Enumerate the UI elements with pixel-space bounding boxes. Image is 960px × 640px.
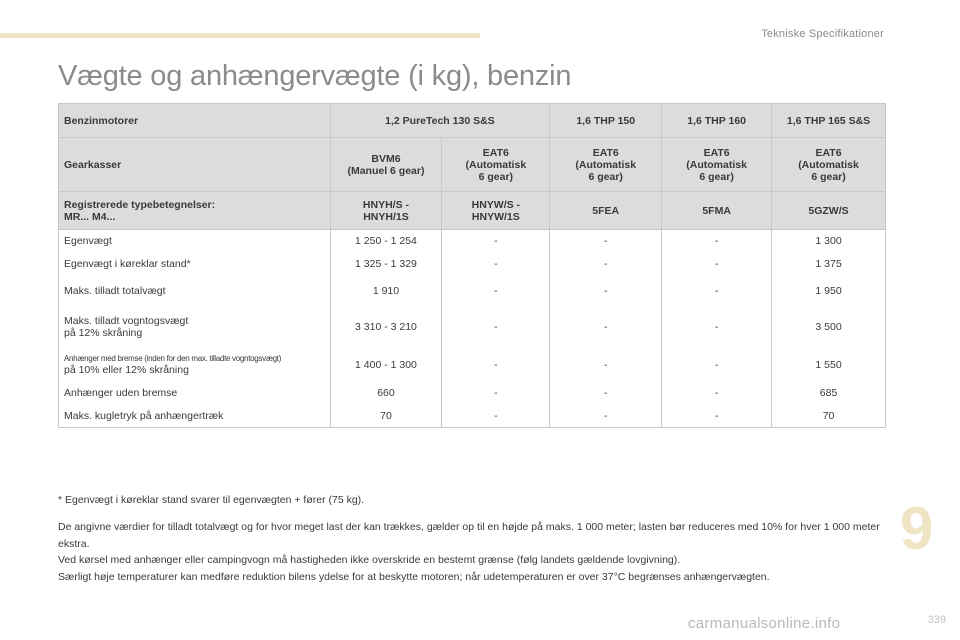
table-cell: -: [662, 382, 772, 405]
table-cell: 1 910: [330, 276, 442, 306]
notes-block: [58, 519, 888, 585]
table-header-cell: 1,6 THP 160: [662, 104, 772, 138]
row-label-braked-trailer: [59, 348, 331, 382]
row-label: Anhænger uden bremse: [59, 382, 331, 405]
table-header-cell: 5FMA: [662, 192, 772, 230]
table-header-cell: Benzinmotorer: [59, 104, 331, 138]
table-cell: -: [662, 253, 772, 276]
table-cell: -: [550, 253, 662, 276]
table-cell: -: [442, 382, 550, 405]
table-cell: 660: [330, 382, 442, 405]
table-header-row-engines: [59, 104, 886, 138]
table-row: [59, 348, 886, 382]
table-cell: 1 400 - 1 300: [330, 348, 442, 382]
table-header-cell: Registrerede typebetegnelser: MR... M4...: [59, 192, 331, 230]
row-label: Maks. kugletryk på anhængertræk: [59, 405, 331, 428]
table-cell: -: [550, 382, 662, 405]
note-paragraph: Ved kørsel med anhænger eller campingvogn må hastigheden ikke overskride en bestemt grænse (følg landets gældende lovgivning).: [58, 554, 681, 566]
section-title: Tekniske Specifikationer: [761, 28, 884, 40]
table-cell: -: [662, 230, 772, 253]
table-header-cell: HNYH/S - HNYH/1S: [330, 192, 442, 230]
row-label: Egenvægt i køreklar stand*: [59, 253, 331, 276]
table-cell: 3 500: [772, 306, 886, 348]
table-cell: -: [550, 348, 662, 382]
table-cell: -: [442, 253, 550, 276]
table-cell: 1 250 - 1 254: [330, 230, 442, 253]
table-header-row-gearboxes: [59, 138, 886, 192]
row-label: Maks. tilladt totalvægt: [59, 276, 331, 306]
table-cell: 70: [330, 405, 442, 428]
table-header-cell: 1,6 THP 150: [550, 104, 662, 138]
page-title: Vægte og anhængervægte (i kg), benzin: [58, 60, 572, 92]
table-header-cell: 1,6 THP 165 S&S: [772, 104, 886, 138]
table-cell: 685: [772, 382, 886, 405]
table-cell: 1 325 - 1 329: [330, 253, 442, 276]
table-row: [59, 382, 886, 405]
note-paragraph: De angivne værdier for tilladt totalvægt og for hvor meget last der kan trækkes, gælder op til en højde på maks. 1 000 meter; lasten bør reduceres med 10% for hver 1 000 meter ekstra.: [58, 521, 880, 550]
row-label-small: Anhænger med bremse (inden for den max. tilladte vogntogsvægt): [64, 353, 282, 363]
table-cell: -: [442, 276, 550, 306]
table-header-cell: BVM6 (Manuel 6 gear): [330, 138, 442, 192]
table-row: [59, 306, 886, 348]
table-header-cell: EAT6 (Automatisk 6 gear): [550, 138, 662, 192]
table-cell: 1 375: [772, 253, 886, 276]
table-cell: -: [662, 405, 772, 428]
table-header-cell: 5GZW/S: [772, 192, 886, 230]
row-label: Maks. tilladt vogntogsvægt på 12% skråning: [59, 306, 331, 348]
table-row: [59, 276, 886, 306]
table-header-row-type-codes: [59, 192, 886, 230]
table-header-cell: EAT6 (Automatisk 6 gear): [772, 138, 886, 192]
table-header-cell: Gearkasser: [59, 138, 331, 192]
table-header-cell: 5FEA: [550, 192, 662, 230]
table-header-cell: 1,2 PureTech 130 S&S: [330, 104, 550, 138]
table-cell: -: [662, 276, 772, 306]
weights-table: [58, 103, 886, 428]
table-cell: -: [550, 306, 662, 348]
row-label: Egenvægt: [59, 230, 331, 253]
table-header-cell: HNYW/S - HNYW/1S: [442, 192, 550, 230]
footnote: * Egenvægt i køreklar stand svarer til egenvægten + fører (75 kg).: [58, 494, 365, 506]
table-cell: 1 300: [772, 230, 886, 253]
table-cell: -: [550, 276, 662, 306]
table-cell: -: [442, 348, 550, 382]
table-header-cell: EAT6 (Automatisk 6 gear): [442, 138, 550, 192]
table-cell: -: [662, 306, 772, 348]
table-cell: 70: [772, 405, 886, 428]
table-row: [59, 405, 886, 428]
table-cell: -: [550, 230, 662, 253]
table-cell: -: [442, 306, 550, 348]
table-cell: 1 950: [772, 276, 886, 306]
table-header-cell: EAT6 (Automatisk 6 gear): [662, 138, 772, 192]
chapter-number: 9: [900, 495, 934, 562]
row-label-main: på 10% eller 12% skråning: [64, 363, 189, 376]
table-cell: -: [442, 230, 550, 253]
header-accent-bar: [0, 33, 480, 38]
table-cell: 3 310 - 3 210: [330, 306, 442, 348]
table-row: [59, 230, 886, 253]
table-cell: -: [550, 405, 662, 428]
table-cell: -: [442, 405, 550, 428]
page-number: 339: [927, 614, 946, 626]
table-cell: 1 550: [772, 348, 886, 382]
table-cell: -: [662, 348, 772, 382]
note-paragraph: Særligt høje temperaturer kan medføre reduktion bilens ydelse for at beskytte motoren; når udetemperaturen er over 37°C begrænses anhængervægten.: [58, 570, 770, 583]
table-row: [59, 253, 886, 276]
watermark-text: carmanualsonline.info: [688, 615, 841, 632]
